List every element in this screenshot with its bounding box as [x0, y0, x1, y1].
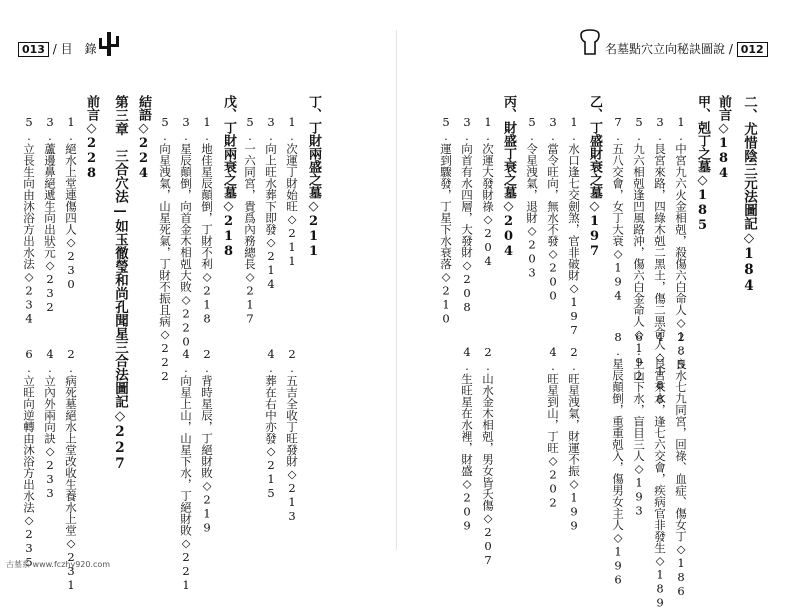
toc-entry: 3.蘆邊鼻絕遞生向出狀元◇232: [43, 115, 57, 314]
right-running-head: 名墓點穴立向秘訣圖說 /: [605, 42, 733, 56]
chapter-title: 第三章 三合穴法—如玉徹瑩和尚孔聞星三合法圖記◇227: [112, 95, 128, 472]
toc-entry: 7.五八交會，女丁大衰◇194: [611, 115, 625, 303]
toc-entry: 4.艮宮來水，逢七六交會，疾病官非發生◇189: [653, 330, 667, 610]
toc-entry: 3.向上旺水葬下即發◇214: [264, 115, 278, 291]
toc-entry: 1.絕水上堂連傷四人◇230: [64, 115, 78, 291]
toc-entry: 2.旺星洩氣，財運不振◇199: [567, 345, 581, 533]
toc-entry: 1.地佳星辰顛倒，丁財不利◇218: [200, 115, 214, 326]
toc-entry: 4.葬在右中亦發◇215: [264, 347, 278, 500]
toc-entry: 3.當令旺向，無水不發◇200: [546, 115, 560, 303]
toc-entry: 2.背時星辰，丁絕財敗◇219: [200, 347, 214, 535]
left-running-head: / 目 錄: [52, 42, 97, 56]
toc-entry: 5.向星洩氣，山星死氣，丁財不振且病◇222: [158, 115, 172, 383]
left-page: [0, 0, 396, 592]
toc-entry: 1.水口逢七交劍煞，官非破財◇197: [567, 115, 581, 337]
cactus-icon: [96, 30, 122, 58]
toc-entry: 前言◇228: [84, 95, 99, 181]
toc-entry: 6.立旺向逆轉由沐浴方出水法◇235: [22, 347, 36, 569]
watermark-footer: 古墓系 www.fczhy920.com: [6, 560, 111, 569]
toc-entry: 甲、剋丁之墓◇185: [695, 95, 710, 233]
right-page: [397, 0, 793, 610]
toc-entry: 1.中宮九六火金相剋，殺傷六白命人◇185: [674, 115, 688, 372]
toc-entry: 5.令星洩氣，退財◇203: [525, 115, 539, 280]
hand-icon: [579, 28, 601, 56]
toc-entry: 乙、丁盛財衰之墓◇197: [587, 95, 602, 259]
toc-entry: 4.立內外兩向訣◇233: [43, 347, 57, 500]
toc-entry: 4.生旺星在水裡，財盛◇209: [460, 345, 474, 533]
toc-entry: 5.運到驟發，丁星下水衰落◇210: [439, 115, 453, 326]
toc-entry: 8.星辰顛倒，重重剋入，傷男女主人◇196: [611, 330, 625, 587]
toc-entry: 2.良水七九同宮，回祿、血症、傷女丁◇186: [674, 330, 688, 598]
toc-entry: 丁、丁財兩盛之墓◇211: [306, 95, 321, 259]
toc-entry: 5.立長生向由沐浴方出水法◇234: [22, 115, 36, 326]
left-page-number: 013: [18, 42, 49, 57]
toc-entry: 丙、財盛丁衰之墓◇204: [501, 95, 516, 259]
left-header: [18, 40, 97, 57]
toc-entry: 3.星辰顛倒，向首金木相剋大敗◇220: [179, 115, 193, 349]
toc-entry: 4.旺星到山，丁旺◇202: [546, 345, 560, 510]
toc-entry: 6.上山下水，盲目三人◇193: [632, 330, 646, 518]
toc-entry: 2.山水金木相剋，男女皆夭傷◇207: [481, 345, 495, 567]
right-page-number: 012: [737, 42, 768, 57]
toc-entry: 戊、丁財兩衰之墓◇218: [221, 95, 236, 259]
toc-entry: 2.病死墓絕水上堂改收生養水上堂◇231: [64, 347, 78, 592]
right-header: [605, 40, 768, 57]
toc-entry: 5.九六相剋逢凹風路沖，傷六白金命人◇192: [632, 115, 646, 383]
toc-entry: 5.一六同宮，貴爲內務總長◇217: [243, 115, 257, 326]
toc-entry: 二、尤惜陰三元法圖記◇184: [741, 95, 757, 294]
toc-entry: 結語◇224: [136, 95, 151, 181]
toc-entry: 4.向星上山，山星下水，丁絕財敗◇221: [179, 347, 193, 592]
toc-entry: 1.次運大發財祿◇204: [481, 115, 495, 268]
toc-entry: 3.艮宮來路，四綠木剋二黑土，傷二黑命人◇188: [653, 115, 667, 406]
toc-entry: 1.次運丁財始旺◇211: [285, 115, 299, 268]
toc-entry: 2.五吉全收丁旺發財◇213: [285, 347, 299, 523]
toc-entry: 前言◇184: [716, 95, 731, 181]
toc-entry: 3.向首有水四層，大發財◇208: [460, 115, 474, 314]
